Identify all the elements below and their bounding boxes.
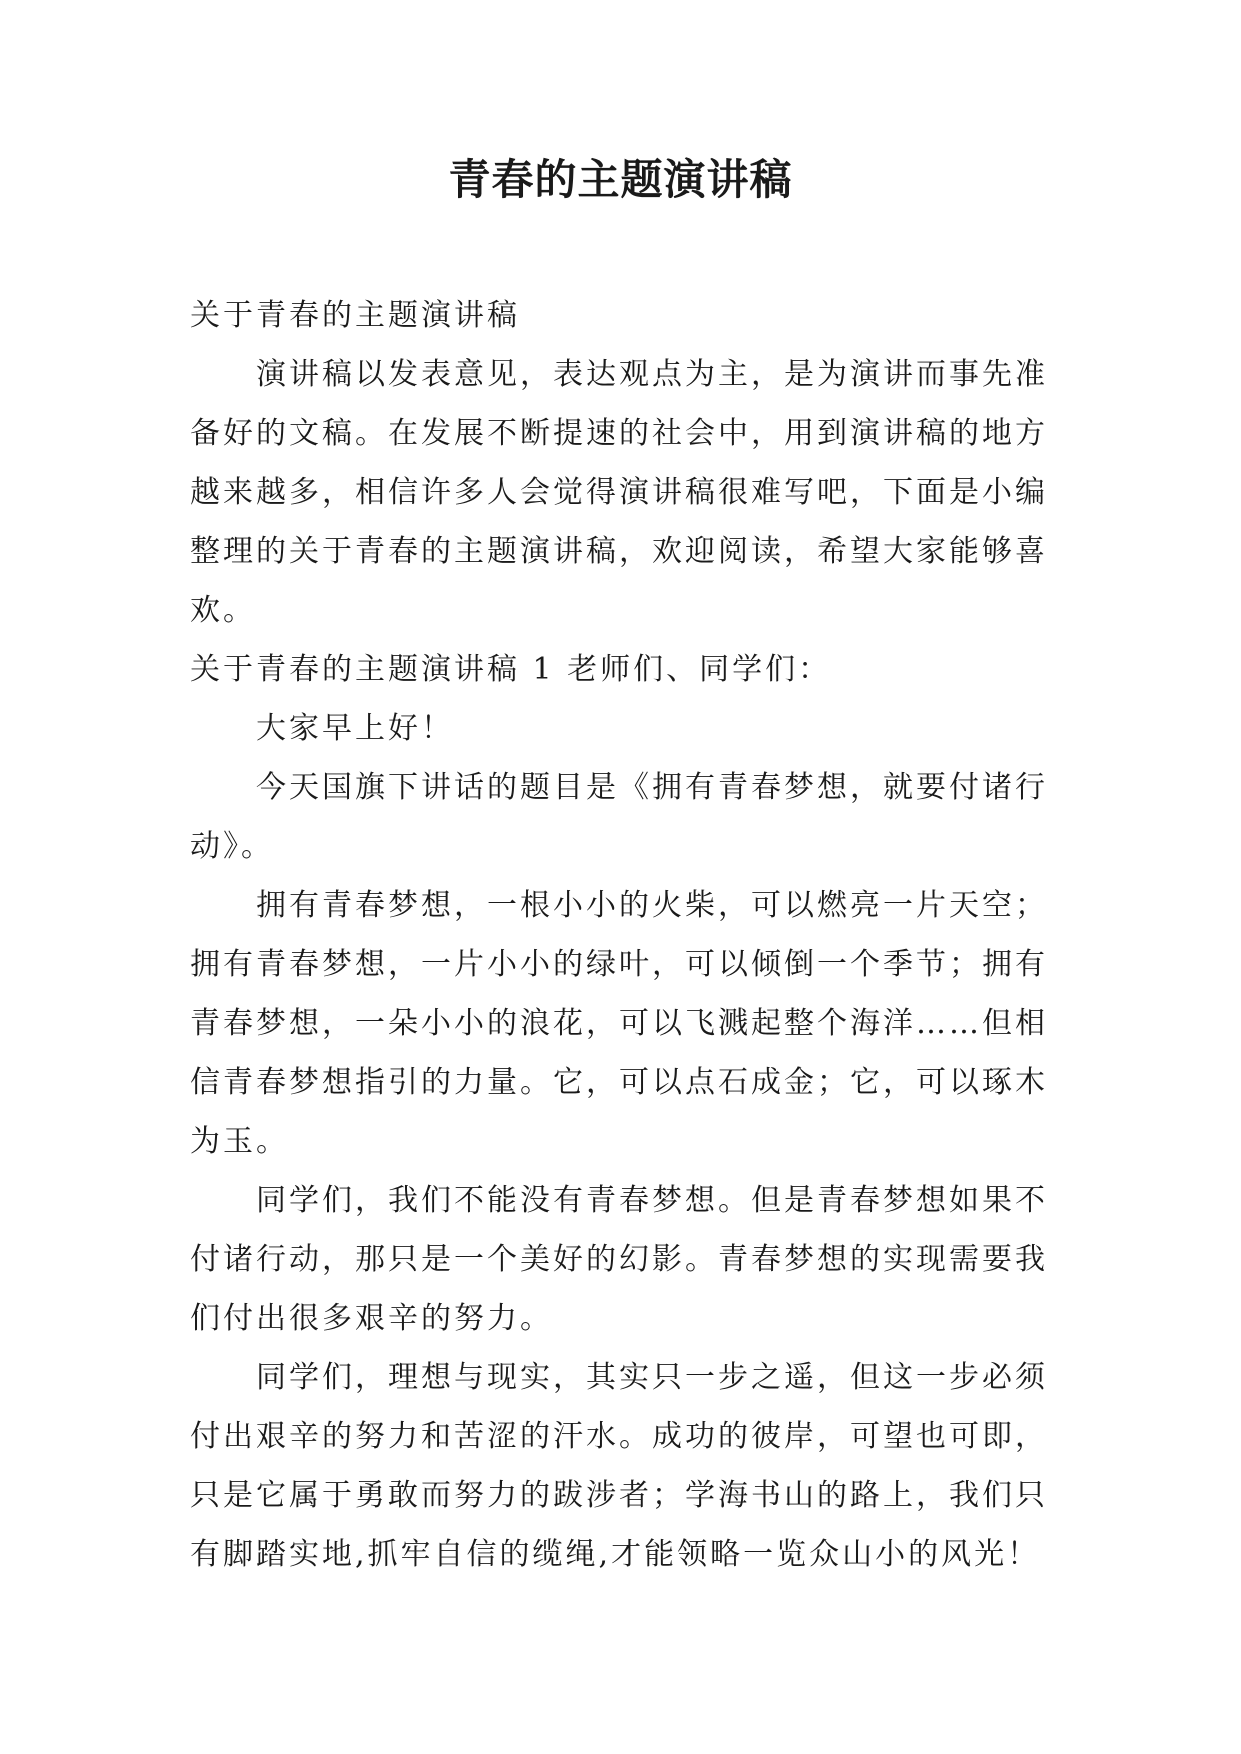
paragraph-action: 同学们，我们不能没有青春梦想。但是青春梦想如果不付诸行动，那只是一个美好的幻影。青春梦想的实现需要我们付出很多艰辛的努力。: [190, 1183, 1048, 1336]
paragraph-greeting: 大家早上好！: [256, 711, 454, 746]
document-title: 青春的主题演讲稿: [448, 155, 793, 204]
paragraph-subtitle: 关于青春的主题演讲稿: [190, 298, 520, 333]
paragraph-effort: 同学们，理想与现实，其实只一步之遥，但这一步必须付出艰辛的努力和苦涩的汗水。成功的彼岸，可望也可即，只是它属于勇敢而努力的跋涉者；学海书山的路上，我们只有脚踏实地,抓牢自信的缆绳,才能领略一览众山小的风光！: [190, 1360, 1048, 1572]
paragraph-speech-heading: 关于青春的主题演讲稿 1 老师们、同学们：: [190, 652, 832, 687]
paragraph-dream-power: 拥有青春梦想，一根小小的火柴，可以燃亮一片天空；拥有青春梦想，一片小小的绿叶，可以倾倒一个季节；拥有青春梦想，一朵小小的浪花，可以飞溅起整个海洋……但相信青春梦想指引的力量。它，可以点石成金；它，可以琢木为玉。: [190, 888, 1048, 1159]
document-body: [190, 286, 1050, 1584]
paragraph-topic: 今天国旗下讲话的题目是《拥有青春梦想，就要付诸行动》。: [190, 770, 1048, 864]
paragraph-intro: 演讲稿以发表意见，表达观点为主，是为演讲而事先准备好的文稿。在发展不断提速的社会中，用到演讲稿的地方越来越多，相信许多人会觉得演讲稿很难写吧，下面是小编整理的关于青春的主题演讲稿，欢迎阅读，希望大家能够喜欢。: [190, 357, 1048, 628]
